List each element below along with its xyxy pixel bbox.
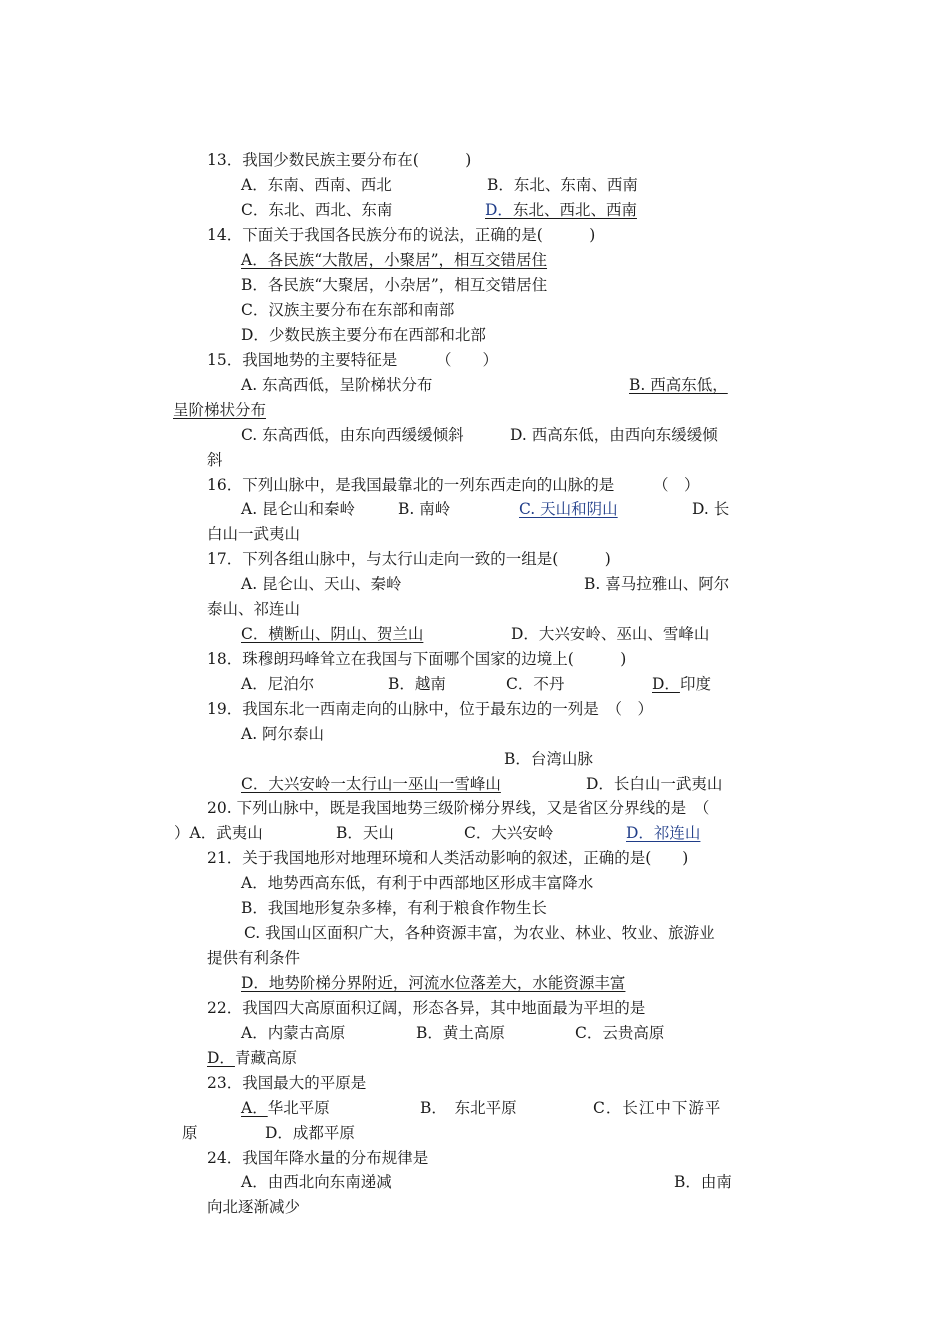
q20-option-a: ）A．武夷山 bbox=[174, 824, 263, 842]
q16-option-b: B. 南岭 bbox=[398, 500, 451, 518]
q16-option-c: C. 天山和阴山 bbox=[519, 500, 618, 518]
q13-option-a: A．东南、西南、西北 bbox=[241, 176, 392, 194]
q13-option-c: C．东北、西北、东南 bbox=[241, 201, 393, 219]
q20-option-d: D．祁连山 bbox=[626, 824, 701, 842]
q17-option-b-continued: 泰山、祁连山 bbox=[207, 600, 301, 618]
q21-option-c: C. 我国山区面积广大，各种资源丰富，为农业、林业、牧业、旅游业 bbox=[244, 924, 715, 942]
q23-option-d: D．成都平原 bbox=[265, 1124, 355, 1142]
q15-option-d: D. 西高东低，由西向东缓缓倾 bbox=[510, 426, 718, 444]
q23-option-a-text: 华北平原 bbox=[267, 1099, 330, 1117]
q15-option-a: A. 东高西低，呈阶梯状分布 bbox=[241, 376, 433, 394]
q21-stem: 21．关于我国地形对地理环境和人类活动影响的叙述，正确的是( ) bbox=[207, 849, 689, 867]
q18-option-d bbox=[652, 674, 711, 694]
q16-option-d: D. 长 bbox=[692, 500, 730, 518]
q19-option-a: A. 阿尔泰山 bbox=[241, 725, 325, 743]
q21-option-c-continued: 提供有利条件 bbox=[207, 949, 301, 967]
q24-option-b-continued: 向北逐渐减少 bbox=[207, 1198, 301, 1216]
q15-option-b-continued: 呈阶梯状分布 bbox=[173, 401, 267, 419]
q20-option-b: B．天山 bbox=[336, 824, 394, 842]
q14-option-b: B．各民族“大聚居，小杂居”，相互交错居住 bbox=[241, 276, 548, 294]
q21-option-b: B．我国地形复杂多棒，有利于粮食作物生长 bbox=[241, 899, 547, 917]
q19-stem: 19．我国东北一西南走向的山脉中，位于最东边的一列是 （ ） bbox=[207, 700, 653, 718]
q18-option-d-text: 印度 bbox=[679, 675, 711, 693]
q23-option-b: B． 东北平原 bbox=[420, 1099, 517, 1117]
q22-option-c: C．云贵高原 bbox=[575, 1024, 665, 1042]
q13-option-d bbox=[485, 200, 637, 220]
q13-option-d-text: 东北、西北、西南 bbox=[512, 201, 637, 219]
q18-stem: 18．珠穆朗玛峰耸立在我国与下面哪个国家的边境上( ) bbox=[207, 650, 627, 668]
q23-option-a-letter: A． bbox=[241, 1099, 268, 1117]
q18-option-a: A．尼泊尔 bbox=[241, 675, 315, 693]
q18-option-b: B．越南 bbox=[388, 675, 446, 693]
q17-option-c: C．横断山、阴山、贺兰山 bbox=[241, 625, 424, 643]
q23-option-a bbox=[241, 1098, 330, 1118]
q22-option-b: B．黄土高原 bbox=[416, 1024, 505, 1042]
q13-option-b: B．东北、东南、西南 bbox=[487, 176, 638, 194]
q22-option-d-letter: D． bbox=[207, 1049, 235, 1067]
q15-option-c: C. 东高西低，由东向西缓缓倾斜 bbox=[241, 426, 464, 444]
q20-stem: 20. 下列山脉中，既是我国地势三级阶梯分界线，又是省区分界线的是 （ bbox=[207, 799, 710, 817]
q16-option-a: A. 昆仑山和秦岭 bbox=[241, 500, 356, 518]
q15-stem: 15．我国地势的主要特征是 （ ） bbox=[207, 351, 498, 369]
q22-option-d bbox=[207, 1048, 297, 1068]
q18-option-d-letter: D． bbox=[652, 675, 680, 693]
q13-option-d-letter: D． bbox=[485, 201, 513, 219]
q21-option-d: D．地势阶梯分界附近，河流水位落差大，水能资源丰富 bbox=[241, 974, 626, 992]
q18-option-c: C．不丹 bbox=[506, 675, 565, 693]
q21-option-a: A．地势西高东低，有利于中西部地区形成丰富降水 bbox=[241, 874, 594, 892]
q23-option-c: C．长江中下游平 bbox=[593, 1099, 722, 1117]
q16-stem: 16．下列山脉中，是我国最靠北的一列东西走向的山脉的是 （ ） bbox=[207, 476, 700, 494]
q19-option-c: C．大兴安岭一太行山一巫山一雪峰山 bbox=[241, 775, 501, 793]
q14-option-c: C．汉族主要分布在东部和南部 bbox=[241, 301, 455, 319]
q14-option-a: A．各民族“大散居，小聚居”，相互交错居住 bbox=[241, 251, 548, 269]
q24-option-a: A．由西北向东南递减 bbox=[241, 1173, 392, 1191]
q24-option-b: B．由南 bbox=[674, 1173, 732, 1191]
q24-stem: 24．我国年降水量的分布规律是 bbox=[207, 1149, 429, 1167]
q22-option-d-text: 青藏高原 bbox=[234, 1049, 297, 1067]
q17-option-b: B. 喜马拉雅山、阿尔 bbox=[584, 575, 730, 593]
q22-stem: 22．我国四大高原面积辽阔，形态各异，其中地面最为平坦的是 bbox=[207, 999, 646, 1017]
q19-option-b: B．台湾山脉 bbox=[504, 750, 593, 768]
q13-stem: 13．我国少数民族主要分布在( ) bbox=[207, 151, 472, 169]
q17-stem: 17．下列各组山脉中，与太行山走向一致的一组是( ) bbox=[207, 550, 611, 568]
q15-option-b: B. 西高东低， bbox=[629, 376, 728, 394]
q14-stem: 14．下面关于我国各民族分布的说法，正确的是( ) bbox=[207, 226, 596, 244]
q14-option-d: D．少数民族主要分布在西部和北部 bbox=[241, 326, 486, 344]
q23-option-c-continued: 原 bbox=[182, 1124, 198, 1142]
q17-option-a: A. 昆仑山、天山、秦岭 bbox=[241, 575, 402, 593]
q23-stem: 23．我国最大的平原是 bbox=[207, 1074, 367, 1092]
q16-option-d-continued: 白山一武夷山 bbox=[207, 525, 301, 543]
q20-option-c: C．大兴安岭 bbox=[464, 824, 554, 842]
q19-option-d: D．长白山一武夷山 bbox=[586, 775, 723, 793]
q22-option-a: A．内蒙古高原 bbox=[241, 1024, 346, 1042]
q17-option-d: D．大兴安岭、巫山、雪峰山 bbox=[511, 625, 710, 643]
q15-option-d-continued: 斜 bbox=[207, 451, 223, 469]
